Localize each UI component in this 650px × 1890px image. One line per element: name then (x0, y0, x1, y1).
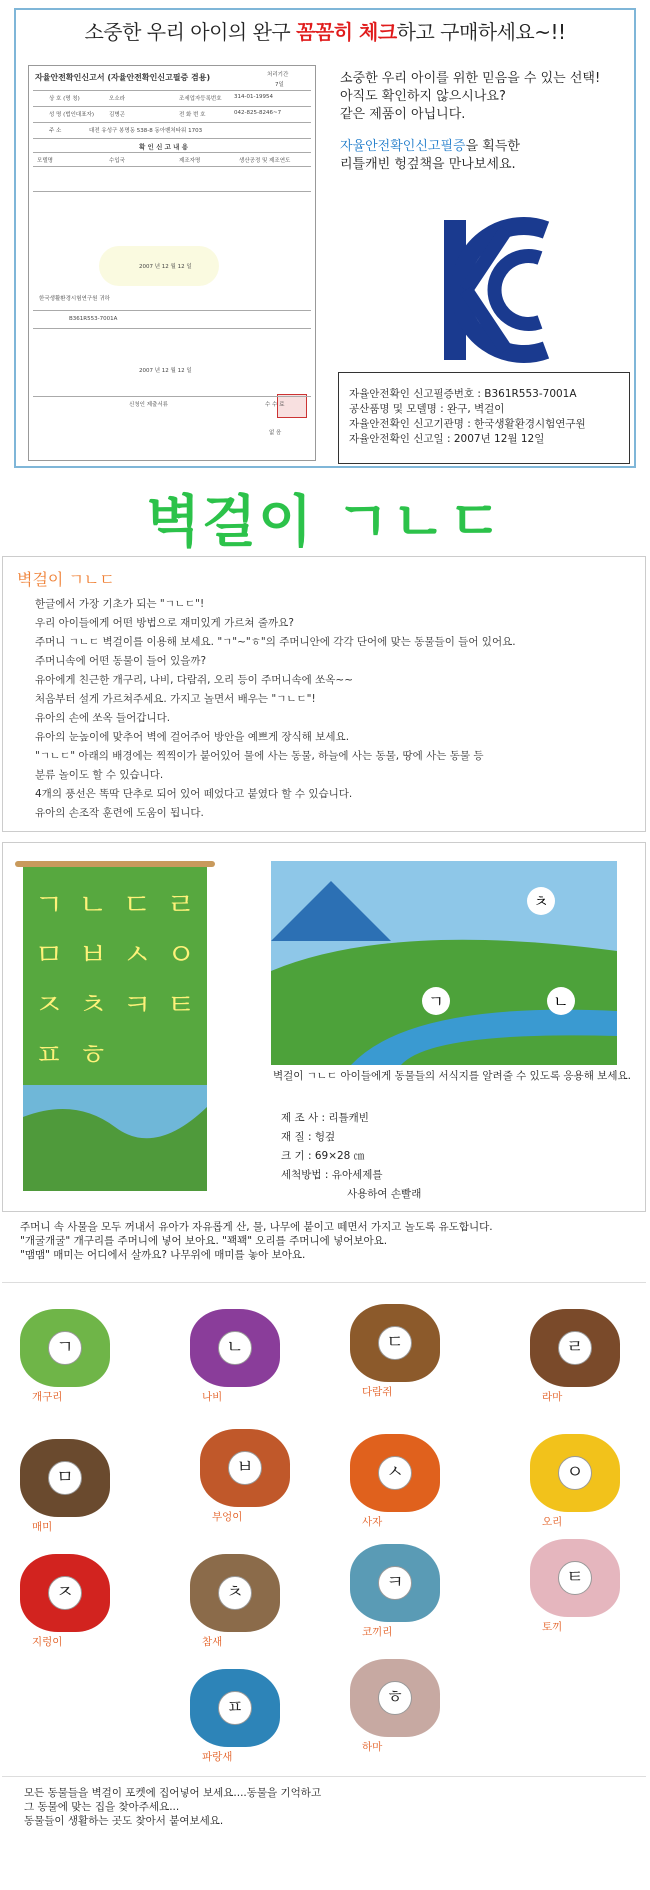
headline-text: 소중한 우리 아이의 완구 (84, 20, 297, 44)
description-line: 주머니속에 어떤 동물이 들어 있을까? (35, 655, 207, 667)
animal-name: 부엉이 (212, 1511, 243, 1523)
animal-name: 사자 (362, 1516, 383, 1528)
product-specs (281, 1109, 421, 1204)
animal-name: 매미 (32, 1521, 53, 1533)
spec-label: 재 질 : (281, 1131, 312, 1143)
wall-letter: ㅋ (122, 988, 152, 1023)
doc-fee-value: 없 음 (269, 430, 282, 436)
description-line: 주머니 ㄱㄴㄷ 벽걸이를 이용해 보세요. "ㄱ"~"ㅎ"의 주머니안에 각각 단어에 맞는 동물들이 들어 있어요. (35, 636, 516, 648)
outro-line: 동물들이 생활하는 곳도 찾아서 붙여보세요. (24, 1815, 224, 1827)
animal-letter: ㅍ (218, 1691, 252, 1725)
doc-field: 김병곤 (109, 112, 125, 118)
animal-toy (182, 1303, 292, 1403)
outro-line: 그 동물에 맞는 집을 찾아주세요... (24, 1801, 180, 1813)
document-title: 자율안전확인신고서 (자율안전확인신고필증 겸용) (35, 73, 211, 82)
habitat-scene-image (271, 861, 617, 1065)
animal-letter: ㅋ (378, 1566, 412, 1600)
wall-letter: ㅅ (122, 938, 152, 973)
wall-letter: ㄱ (34, 888, 64, 923)
animal-toy (192, 1423, 302, 1523)
animal-letter: ㅂ (228, 1451, 262, 1485)
doc-cert-number: B361R553-7001A (69, 316, 118, 322)
animal-toys-panel (2, 1282, 646, 1777)
animal-name: 참새 (202, 1636, 223, 1648)
processing-value: 7일 (275, 82, 284, 88)
animal-name: 개구리 (32, 1391, 63, 1403)
description-line: 우리 아이들에게 어떤 방법으로 재미있게 가르쳐 줄까요? (35, 617, 294, 629)
doc-field: 대전 유성구 봉명동 538-8 동아벤처타워 1703 (89, 128, 203, 134)
description-line: 4개의 풍선은 똑딱 단추로 되어 있어 떼었다고 붙였다 할 수 있습니다. (35, 788, 353, 800)
headline-text-end: 하고 구매하세요~!! (396, 20, 566, 44)
wall-letter: ㅍ (34, 1038, 64, 1073)
doc-date-2: 2007 년 12 월 12 일 (139, 368, 192, 374)
doc-field: 042-825-8246~7 (234, 110, 282, 116)
cert-line: 자율안전확인 신고필증번호 : B361R553-7001A (349, 388, 577, 400)
animal-name: 지렁이 (32, 1636, 63, 1648)
description-lines (35, 595, 516, 823)
doc-column: 제조자명 (179, 158, 201, 164)
animal-letter: ㅅ (378, 1456, 412, 1490)
description-line: 유아의 손에 쏘옥 들어갑니다. (35, 712, 171, 724)
outro-text (24, 1786, 624, 1828)
animal-toy (522, 1428, 632, 1528)
animal-toy (342, 1653, 452, 1753)
play-line: "맴맴" 매미는 어디에서 살까요? 나무위에 매미를 놓아 보아요. (20, 1249, 306, 1261)
doc-bottom-label: 신청인 제출서류 (129, 402, 168, 408)
wall-hanging-image (15, 857, 215, 1195)
animal-name: 토끼 (542, 1621, 563, 1633)
animal-toy (342, 1428, 452, 1528)
play-line: "개굴개굴" 개구리를 주머니에 넣어 보아요. "꽥꽥" 오리를 주머니에 넣어보아요. (20, 1235, 388, 1247)
animal-name: 다람쥐 (362, 1386, 393, 1398)
doc-field: 314-01-19954 (234, 94, 273, 100)
wall-letter: ㅁ (34, 938, 64, 973)
spec-value: 유아세제를 (331, 1169, 383, 1181)
doc-field: 상 호 (명 칭) (49, 96, 80, 102)
wall-letter: ㅊ (78, 988, 108, 1023)
animal-toy (342, 1298, 452, 1398)
cert-line: 공산품명 및 모델명 : 완구, 벽걸이 (349, 403, 505, 415)
animal-toy (12, 1548, 122, 1648)
animal-toy (12, 1303, 122, 1403)
animal-name: 오리 (542, 1516, 563, 1528)
spec-value: 리틀캐빈 (328, 1112, 369, 1124)
animal-name: 나비 (202, 1391, 223, 1403)
certification-info-box (338, 372, 630, 464)
description-heading: 벽걸이 ㄱㄴㄷ (17, 570, 115, 589)
animal-letter: ㄷ (378, 1326, 412, 1360)
doc-field: 전 화 번 호 (179, 112, 206, 118)
product-big-title: 벽걸이 ㄱㄴㄷ (145, 490, 505, 555)
wall-letter: ㅌ (166, 988, 196, 1023)
scene-letter: ㄱ (428, 992, 444, 1011)
outro-line: 모든 동물들을 벽걸이 포켓에 집어넣어 보세요....동물을 기억하고 (24, 1787, 322, 1799)
animal-letter: ㅁ (48, 1461, 82, 1495)
doc-field: 오소라 (109, 96, 125, 102)
cert-line: 자율안전확인 신고일 : 2007년 12월 12일 (349, 433, 545, 445)
animal-toy (342, 1538, 452, 1638)
animal-toy (522, 1533, 632, 1633)
doc-field: 주 소 (49, 128, 62, 134)
animal-toy (182, 1663, 292, 1763)
scene-letter: ㄴ (553, 992, 569, 1011)
intro-blue-text: 자율안전확인신고필증 (340, 139, 466, 154)
scene-letter: ㅊ (533, 892, 549, 911)
doc-agency: 한국생활환경시험연구원 귀하 (39, 296, 110, 302)
wall-letter: ㅈ (34, 988, 64, 1023)
wall-letter: ㅂ (78, 938, 108, 973)
animal-letter: ㄴ (218, 1331, 252, 1365)
processing-label: 처리기간 (267, 72, 289, 78)
wall-letter: ㄹ (166, 888, 196, 923)
intro-line: 같은 제품이 아닙니다. (340, 107, 466, 122)
certificate-document-image (28, 65, 316, 461)
intro-text (340, 70, 630, 174)
spec-value: 헝겊 (314, 1131, 336, 1143)
doc-column: 모델명 (37, 158, 53, 164)
description-line: 처음부터 설게 가르쳐주세요. 가지고 놀면서 배우는 "ㄱㄴㄷ"! (35, 693, 316, 705)
animal-toy (522, 1303, 632, 1403)
intro-line: 소중한 우리 아이를 위한 믿음을 수 있는 선택! (340, 71, 601, 86)
animal-name: 라마 (542, 1391, 563, 1403)
kc-mark-icon (436, 210, 556, 370)
description-panel (2, 556, 646, 832)
spec-label: 크 기 : (281, 1150, 312, 1162)
doc-section-label: 확 인 신 고 내 용 (139, 143, 188, 151)
animal-name: 코끼리 (362, 1626, 393, 1638)
animal-letter: ㅊ (218, 1576, 252, 1610)
product-caption: 벽걸이 ㄱㄴㄷ 아이들에게 동물들의 서식지를 알려줄 수 있도록 응용해 보세요. (273, 1070, 631, 1082)
spec-value: 사용하여 손빨래 (347, 1188, 422, 1200)
animal-letter: ㅌ (558, 1561, 592, 1595)
description-line: "ㄱㄴㄷ" 아래의 배경에는 찍찍이가 붙어있어 물에 사는 동물, 하늘에 사는 동물, 땅에 사는 동물 등 (35, 750, 484, 762)
intro-line: 을 획득한 (465, 139, 520, 154)
play-instructions (20, 1220, 640, 1262)
animal-name: 하마 (362, 1741, 383, 1753)
product-panel (2, 842, 646, 1212)
doc-field: 조세업자등록번호 (179, 96, 222, 102)
animal-letter: ㅎ (378, 1681, 412, 1715)
intro-line: 아직도 확인하지 않으시나요? (340, 89, 506, 104)
description-line: 분류 놀이도 할 수 있습니다. (35, 769, 164, 781)
doc-column: 생산공정 및 제조연도 (239, 158, 291, 164)
animal-toy (182, 1548, 292, 1648)
wall-letter: ㄴ (78, 888, 108, 923)
animal-toy (12, 1433, 122, 1533)
headline-emphasis: 꼼꼼히 체크 (296, 20, 397, 44)
certification-panel (14, 8, 636, 468)
description-line: 유아에게 친근한 개구리, 나비, 다람쥐, 오리 등이 주머니속에 쏘옥~~ (35, 674, 354, 686)
animal-letter: ㅇ (558, 1456, 592, 1490)
doc-date: 2007 년 12 월 12 일 (139, 264, 192, 270)
doc-field: 성 명 (법인대표자) (49, 112, 94, 118)
spec-label: 세척방법 : (281, 1169, 329, 1181)
animal-letter: ㄱ (48, 1331, 82, 1365)
wall-letter: ㅎ (78, 1038, 108, 1073)
spec-value: 69×28 ㎝ (314, 1150, 365, 1162)
description-line: 한글에서 가장 기초가 되는 "ㄱㄴㄷ"! (35, 598, 205, 610)
spec-label: 제 조 사 : (281, 1112, 325, 1124)
cert-line: 자율안전확인 신고기관명 : 한국생활환경시험연구원 (349, 418, 586, 430)
wall-letter: ㄷ (122, 888, 152, 923)
doc-column: 수입국 (109, 158, 125, 164)
animal-letter: ㄹ (558, 1331, 592, 1365)
animal-name: 파랑새 (202, 1751, 233, 1763)
intro-line: 리틀캐빈 헝겊책을 만나보세요. (340, 157, 516, 172)
play-line: 주머니 속 사물을 모두 꺼내서 유아가 자유롭게 산, 물, 나무에 붙이고 떼면서 가지고 놀도록 유도합니다. (20, 1221, 493, 1233)
doc-fee-label: 수 수 료 (265, 402, 285, 408)
description-line: 유아의 눈높이에 맞추어 벽에 걸어주어 방안을 예쁘게 장식해 보세요. (35, 731, 350, 743)
wall-letter: ㅇ (166, 938, 196, 973)
certification-headline (16, 16, 634, 45)
animal-letter: ㅈ (48, 1576, 82, 1610)
description-line: 유아의 손조작 훈련에 도움이 됩니다. (35, 807, 204, 819)
